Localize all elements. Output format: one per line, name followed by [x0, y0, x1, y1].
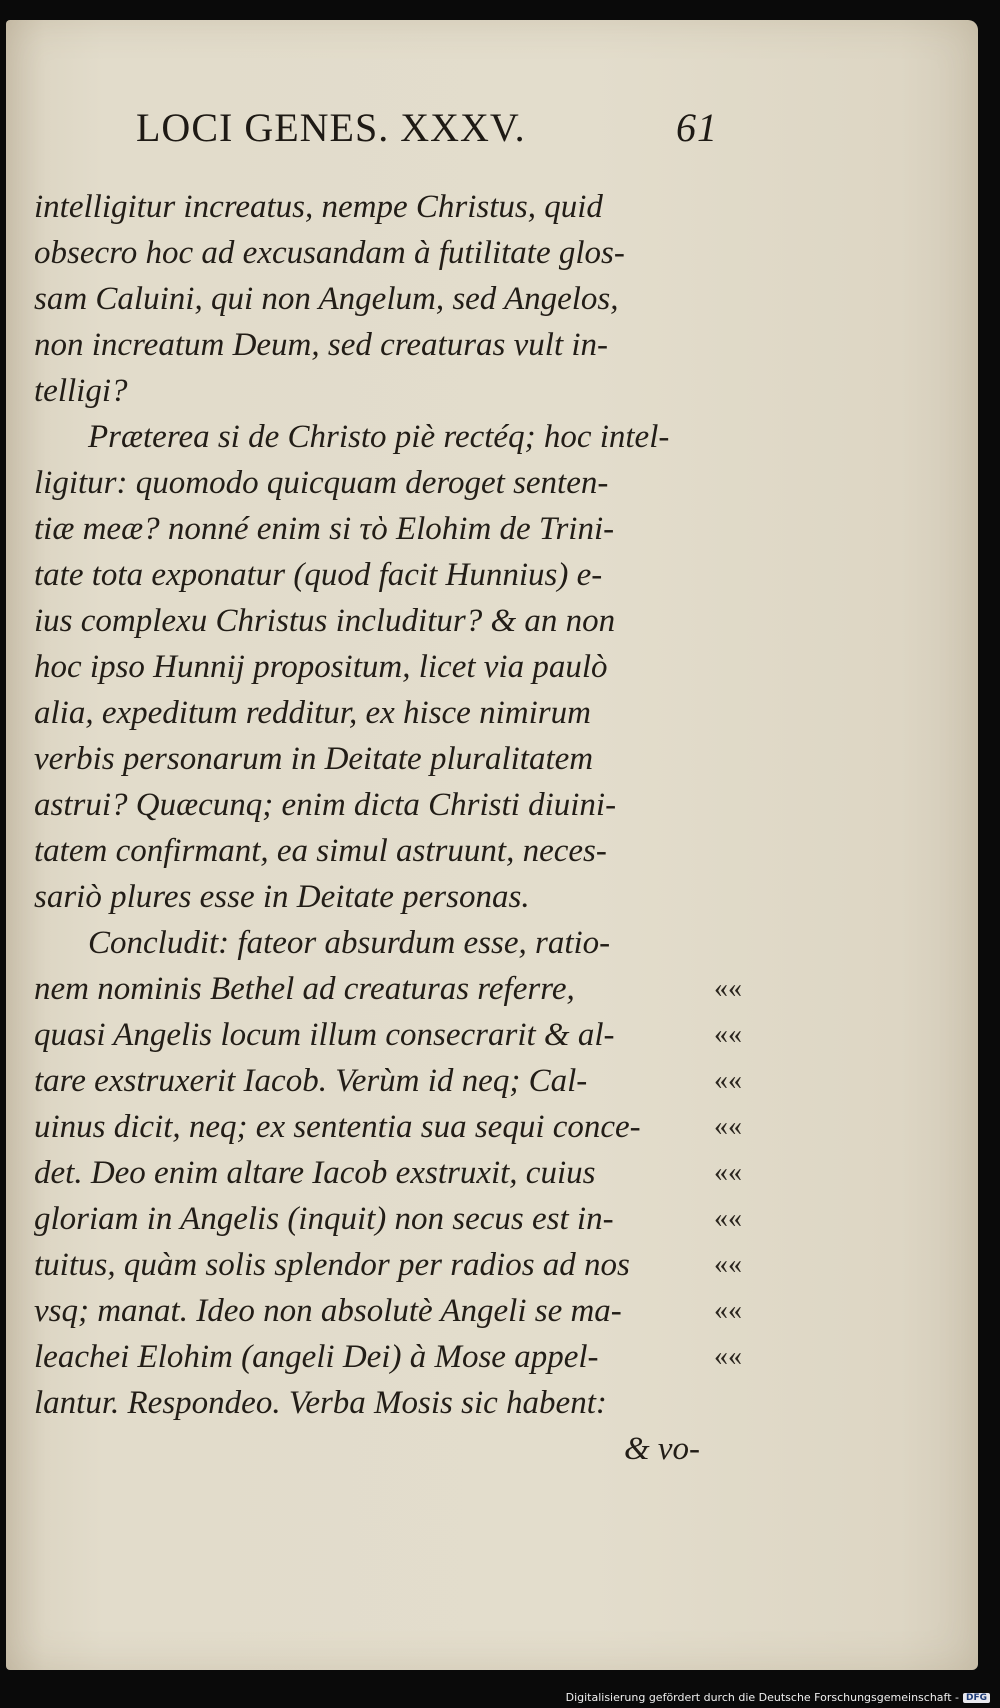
text-line: gloriam in Angelis (inquit) non secus est in- [34, 1201, 614, 1237]
text-line: telligi? [34, 373, 128, 409]
text-line: verbis personarum in Deitate pluralitatem [34, 741, 594, 777]
dfg-logo-icon: DFG [963, 1693, 990, 1703]
quote-mark: «« [714, 1111, 742, 1142]
text-line: lantur. Respondeo. Verba Mosis sic habent: [34, 1385, 607, 1421]
page-number: 61 [676, 105, 718, 150]
text-line: hoc ipso Hunnij propositum, licet via paulò [34, 649, 608, 685]
text-line: alia, expeditum redditur, ex hisce nimirum [34, 695, 591, 731]
text-line: tare exstruxerit Iacob. Verùm id neq; Cal- [34, 1063, 588, 1099]
text-line: ligitur: quomodo quicquam deroget senten- [34, 465, 609, 501]
text-line: astrui? Quæcunq; enim dicta Christi diuini- [34, 787, 617, 823]
running-head: LOCI GENES. XXXV. [136, 105, 526, 150]
digitization-footer [566, 1691, 990, 1704]
quote-mark: «« [714, 973, 742, 1004]
text-line: tiæ meæ? nonné enim si τὸ Elohim de Trini- [34, 511, 615, 547]
quote-mark: «« [714, 1249, 742, 1280]
book-page [6, 20, 978, 1670]
text-line: tate tota exponatur (quod facit Hunnius) e- [34, 557, 603, 593]
text-line: quasi Angelis locum illum consecrarit & al- [34, 1017, 615, 1053]
quote-mark: «« [714, 1295, 742, 1326]
text-line: Concludit: fateor absurdum esse, ratio- [88, 925, 611, 961]
text-line: ius complexu Christus includitur? & an non [34, 603, 616, 639]
text-line: non increatum Deum, sed creaturas vult in- [34, 327, 609, 363]
quote-mark: «« [714, 1203, 742, 1234]
quote-mark: «« [714, 1065, 742, 1096]
text-line: sam Caluini, qui non Angelum, sed Angelos, [34, 281, 619, 317]
quote-mark: «« [714, 1341, 742, 1372]
body-text [34, 184, 714, 1472]
text-line: uinus dicit, neq; ex sententia sua sequi conce- [34, 1109, 641, 1145]
funding-credit: Digitalisierung gefördert durch die Deutsche Forschungsgemeinschaft - [565, 1691, 959, 1704]
text-line: vsq; manat. Ideo non absolutè Angeli se ma- [34, 1293, 622, 1329]
quote-mark: «« [714, 1019, 742, 1050]
text-line: det. Deo enim altare Iacob exstruxit, cuius [34, 1155, 596, 1191]
catchword: & vo- [623, 1431, 700, 1467]
text-line: intelligitur increatus, nempe Christus, quid [34, 189, 603, 225]
text-line: sariò plures esse in Deitate personas. [34, 879, 530, 915]
text-line: tatem confirmant, ea simul astruunt, neces- [34, 833, 607, 869]
text-line: nem nominis Bethel ad creaturas referre, [34, 971, 575, 1007]
text-line: tuitus, quàm solis splendor per radios ad nos [34, 1247, 630, 1283]
text-line: Præterea si de Christo piè rectéq; hoc intel- [88, 419, 670, 455]
text-line: obsecro hoc ad excusandam à futilitate glos- [34, 235, 625, 271]
quote-mark: «« [714, 1157, 742, 1188]
text-line: leachei Elohim (angeli Dei) à Mose appel- [34, 1339, 599, 1375]
